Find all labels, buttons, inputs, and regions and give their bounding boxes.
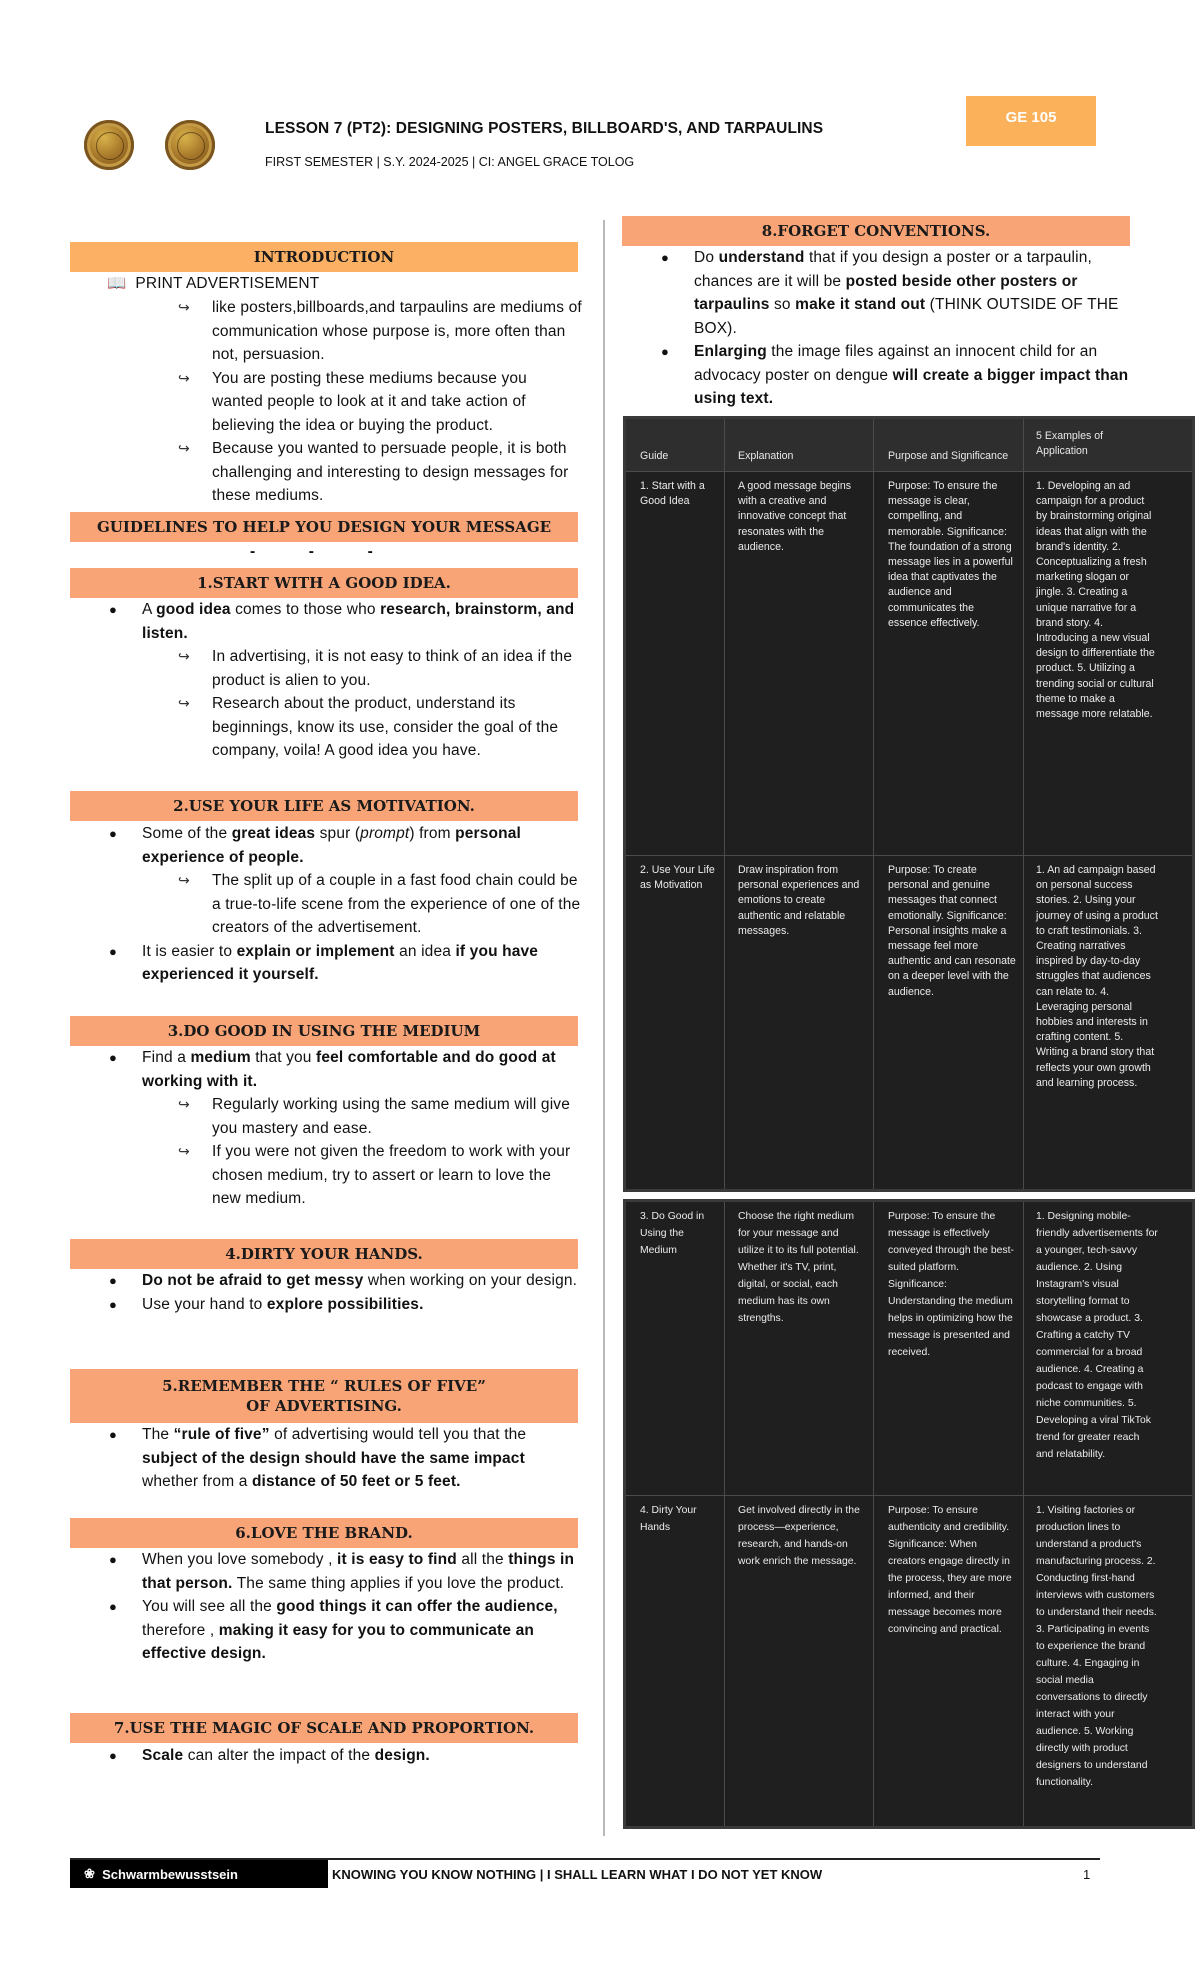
table-row-line (626, 471, 1192, 472)
guide-table-part-1 (623, 416, 1195, 1192)
bullet-icon: ● (109, 1273, 118, 1288)
list-item: ● Use your hand to explore possibilities. (142, 1293, 582, 1317)
guide-table-part-2 (623, 1199, 1195, 1829)
table-cell: 2. Use Your Life as Motivation (640, 864, 715, 892)
table-col-line (1023, 1202, 1024, 1826)
section-4-heading: 4.DIRTY YOUR HANDS. (70, 1239, 578, 1269)
arrow-icon: ↪ (178, 1143, 190, 1159)
table-cell: A good message begins with a creative and innovative concept that resonates with the audience. (738, 480, 852, 553)
arrow-icon: ↪ (178, 648, 190, 664)
table-cell: Draw inspiration from personal experiences and emotions to create authentic and relatable messages. (738, 864, 860, 937)
section-8-body (661, 246, 1134, 411)
column-divider (603, 220, 605, 1836)
lesson-meta: FIRST SEMESTER | S.Y. 2024-2025 | CI: ANGEL GRACE TOLOG (265, 155, 635, 169)
table-cell: 3. Do Good in Using the Medium (640, 1211, 705, 1256)
table-col-line (873, 1202, 874, 1826)
section-5-heading: 5.REMEMBER THE “ RULES OF FIVE” OF ADVERTISING. (70, 1369, 578, 1423)
table-row-line (626, 855, 1192, 856)
bullet-icon: ● (661, 344, 670, 359)
table-cell: Choose the right medium for your message and utilize it to its full potential. Whether it's TV, print, digital, or social, each medium has its own strengths. (738, 1211, 859, 1324)
table-col-line (724, 1202, 725, 1826)
table-cell: 1. Visiting factories or production lines to understand a product's manufacturing process. 2. Conducting first-hand interviews with customers to understand their needs. 3. Participating in events to experience the brand culture. 4. Engaging in social media conversations to directly interact with your audience. 5. Working directly with product designers to understand functionality. (1036, 1505, 1157, 1788)
table-col-line (724, 419, 725, 1189)
arrow-icon: ↪ (178, 695, 190, 711)
list-item: ● When you love somebody , it is easy to find all the things in that person. The same thing applies if you love the product. (142, 1548, 582, 1595)
list-item: ● The “rule of five” of advertising would tell you that the subject of the design should have the same impact whether from a distance of 50 feet or 5 feet. (142, 1423, 582, 1494)
list-item: ● Find a medium that you feel comfortable and do good at working with it. (142, 1046, 582, 1093)
course-badge: GE 105 (966, 96, 1096, 146)
footer-brand: ❀ Schwarmbewusstsein (70, 1860, 328, 1888)
list-item: ↪ like posters,billboards,and tarpaulins are mediums of communication whose purpose is, more often than not, persuasion. (212, 296, 582, 367)
table-col-line (1023, 419, 1024, 1189)
table-header-purpose: Purpose and Significance (888, 450, 1009, 462)
list-item: ● You will see all the good things it can offer the audience, therefore , making it easy for you to communicate an effective design. (142, 1595, 582, 1666)
list-item: ● A good idea comes to those who research, brainstorm, and listen. (142, 598, 582, 645)
intro-heading: INTRODUCTION (70, 242, 578, 272)
table-col-line (873, 419, 874, 1189)
section-6-heading: 6.LOVE THE BRAND. (70, 1518, 578, 1548)
guidelines-heading: GUIDELINES TO HELP YOU DESIGN YOUR MESSAGE (70, 512, 578, 542)
bullet-icon: ● (109, 1050, 118, 1065)
intro-list (178, 296, 582, 508)
guidelines-dashes: - - - (250, 543, 373, 560)
footer-motto: KNOWING YOU KNOW NOTHING | I SHALL LEARN WHAT I DO NOT YET KNOW (332, 1867, 823, 1882)
bullet-icon: ● (109, 1296, 118, 1312)
list-item: ↪ The split up of a couple in a fast food chain could be a true-to-life scene from the experience of one of the creators of the advertisement. (212, 869, 582, 940)
print-advertisement: 📖 PRINT ADVERTISEMENT (107, 275, 320, 292)
arrow-icon: ↪ (178, 1096, 190, 1112)
section-7-heading: 7.USE THE MAGIC OF SCALE AND PROPORTION. (70, 1713, 578, 1743)
bullet-icon: ● (661, 250, 670, 265)
bullet-icon: ● (109, 602, 118, 617)
arrow-icon: ↪ (178, 369, 190, 386)
book-icon: 📖 (107, 275, 127, 292)
table-cell: Get involved directly in the process—experience, research, and hands-on work enrich the message. (738, 1505, 860, 1567)
table-header-explanation: Explanation (738, 450, 794, 462)
department-seal-icon (165, 120, 215, 170)
section-4-body (109, 1269, 582, 1316)
table-cell: Purpose: To ensure authenticity and credibility. Significance: When creators engage directly in the process, they are more informed, and their message becomes more convincing and practical. (888, 1505, 1012, 1635)
section-1-heading: 1.START WITH A GOOD IDEA. (70, 568, 578, 598)
section-2-body (109, 822, 582, 987)
flower-icon: ❀ (84, 1866, 95, 1881)
table-cell: 4. Dirty Your Hands (640, 1505, 697, 1533)
section-5-body (109, 1423, 582, 1494)
arrow-icon: ↪ (178, 872, 190, 888)
table-cell: Purpose: To create personal and genuine messages that connect emotionally. Significance: Personal insights make a message feel more authentic and can resonate on a deeper level with the audience. (888, 864, 1016, 998)
table-cell: 1. Developing an ad campaign for a product by brainstorming original ideas that align with the brand's identity. 2. Conceptualizing a fresh marketing slogan or jingle. 3. Creating a unique narrative for a brand story. 4. Introducing a new visual design to differentiate the product. 5. Utilizing a trending social or cultural theme to make a message more relatable. (1036, 480, 1155, 721)
bullet-icon: ● (109, 1552, 118, 1567)
section-3-body (109, 1046, 582, 1211)
table-header-examples: 5 Examples of Application (1036, 430, 1104, 458)
table-cell: 1. Designing mobile-friendly advertisements for a younger, tech-savvy audience. 2. Using Instagram's visual storytelling format to showcase a product. 3. Crafting a catchy TV commercial for a broad audience. 4. Creating a podcast to engage with niche communities. 5. Developing a viral TikTok trend for greater reach and relatability. (1036, 1211, 1158, 1460)
table-cell: 1. Start with a Good Idea (640, 480, 705, 508)
table-cell: Purpose: To ensure the message is effectively conveyed through the best-suited platform. Significance: Understanding the medium helps in optimizing how the message is presented and received. (888, 1211, 1014, 1358)
section-6-body (109, 1548, 582, 1666)
list-item: ↪ In advertising, it is not easy to think of an idea if the product is alien to you. (212, 645, 582, 692)
bullet-icon: ● (109, 1748, 118, 1763)
section-8-heading: 8.FORGET CONVENTIONS. (622, 216, 1130, 246)
bullet-icon: ● (109, 826, 118, 841)
section-3-heading: 3.DO GOOD IN USING THE MEDIUM (70, 1016, 578, 1046)
table-cell: 1. An ad campaign based on personal success stories. 2. Using your journey of using a product to craft testimonials. 3. Creating narratives inspired by day-to-day struggles that audiences can relate to. 4. Leveraging personal hobbies and interests in crafting content. 5. Writing a brand story that reflects your own growth and learning process. (1036, 864, 1158, 1089)
table-cell: Purpose: To ensure the message is clear, compelling, and memorable. Significance: The foundation of a strong message lies in a powerful idea that captivates the audience and communicates the essence effectively. (888, 480, 1013, 629)
lesson-title: LESSON 7 (PT2): DESIGNING POSTERS, BILLBOARD'S, AND TARPAULINS (265, 120, 824, 137)
list-item: ● Some of the great ideas spur (prompt) from personal experience of people. (142, 822, 582, 869)
arrow-icon: ↪ (178, 299, 190, 315)
list-item: ↪ Because you wanted to persuade people, it is both challenging and interesting to design messages for these mediums. (212, 437, 582, 508)
table-header-guide: Guide (640, 450, 669, 462)
bullet-icon: ● (109, 1427, 118, 1442)
list-item: ↪ Regularly working using the same medium will give you mastery and ease. (212, 1093, 582, 1140)
bullet-icon: ● (109, 943, 118, 959)
section-7-body (109, 1744, 582, 1768)
list-item: ↪ You are posting these mediums because you wanted people to look at it and take action of believing the idea or buying the product. (212, 367, 582, 438)
arrow-icon: ↪ (178, 440, 190, 456)
bullet-icon: ● (109, 1599, 118, 1614)
list-item: ● Do not be afraid to get messy when working on your design. (142, 1269, 582, 1293)
list-item: ● Scale can alter the impact of the design. (142, 1744, 582, 1768)
section-2-heading: 2.USE YOUR LIFE AS MOTIVATION. (70, 791, 578, 821)
table-row-line (626, 1495, 1192, 1496)
page-number: 1 (1083, 1867, 1091, 1882)
list-item: ● It is easier to explain or implement an idea if you have experienced it yourself. (142, 940, 582, 987)
list-item: ↪ Research about the product, understand its beginnings, know its use, consider the goal of the company, voila! A good idea you have. (212, 692, 582, 763)
list-item: ● Enlarging the image files against an innocent child for an advocacy poster on dengue will create a bigger impact than using text. (694, 340, 1134, 411)
list-item: ● Do understand that if you design a poster or a tarpaulin, chances are it will be posted beside other posters or tarpaulins so make it stand out (THINK OUTSIDE OF THE BOX). (694, 246, 1134, 340)
school-seal-icon (84, 120, 134, 170)
list-item: ↪ If you were not given the freedom to work with your chosen medium, try to assert or learn to love the new medium. (212, 1140, 582, 1211)
section-1-body (109, 598, 582, 763)
